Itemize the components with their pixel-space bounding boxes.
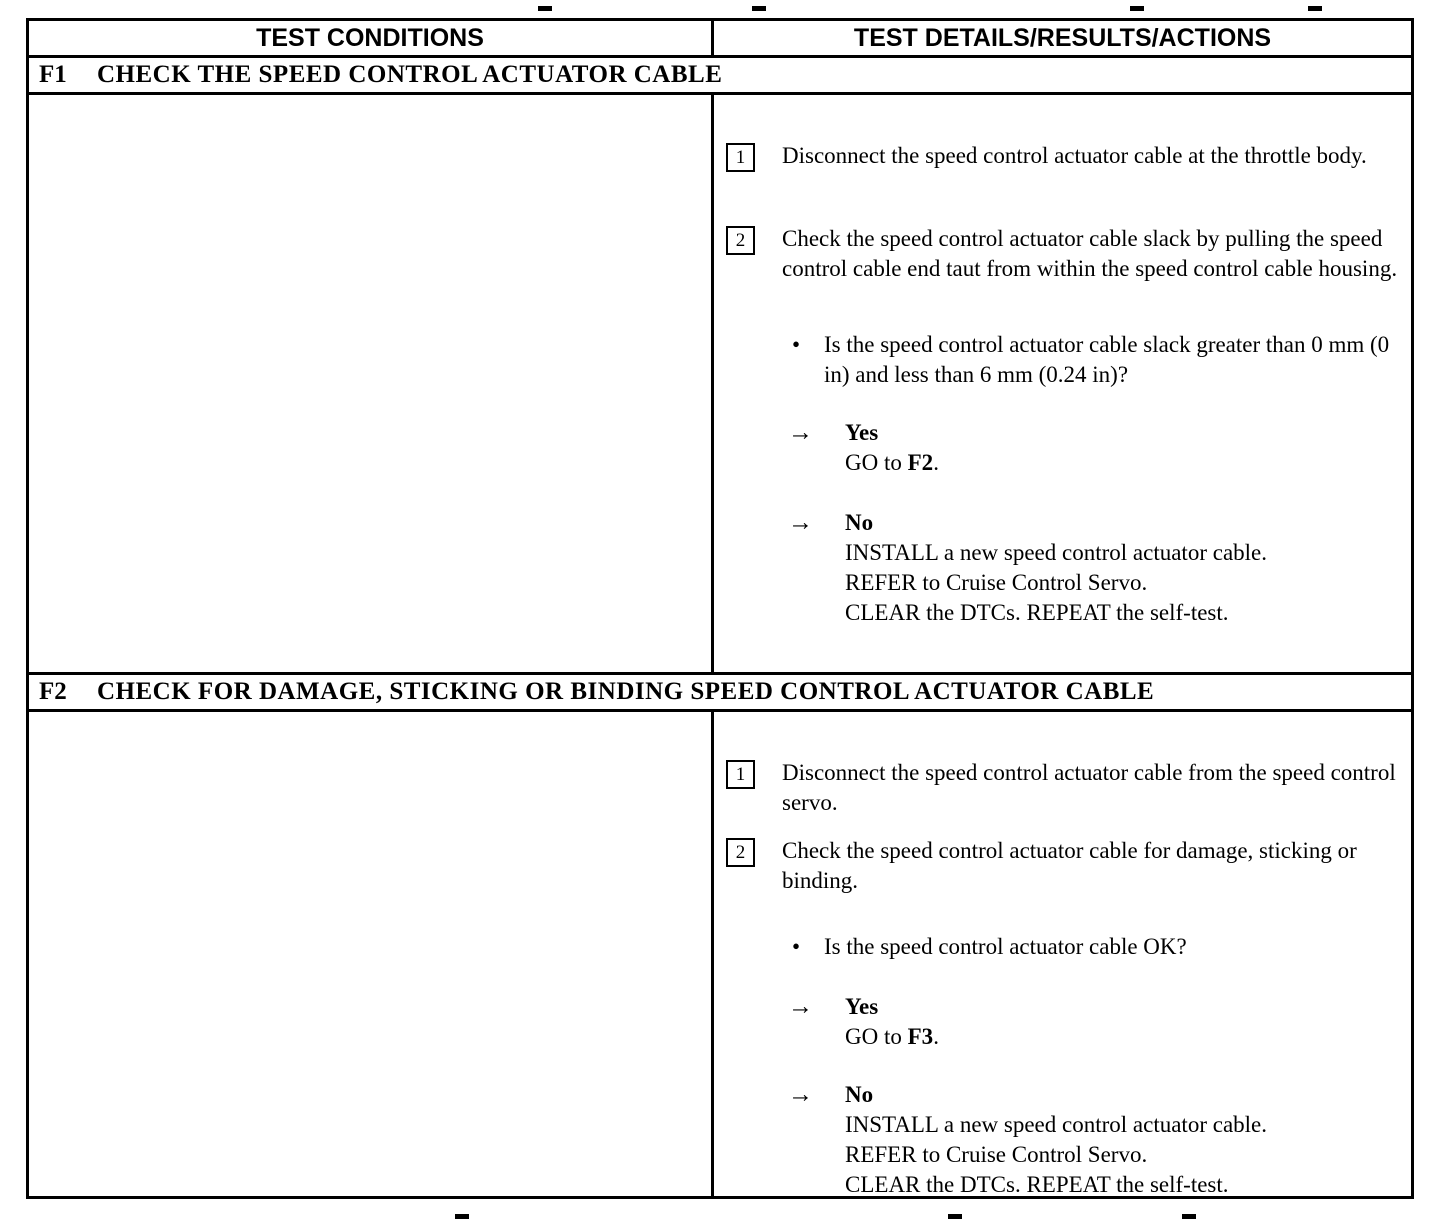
pinpoint-test-table [26,18,1414,1199]
go-to-suffix: . [933,450,939,475]
table-header-row [29,21,1411,58]
no-action-line: INSTALL a new speed control actuator cable. [845,1112,1267,1137]
no-branch [788,1080,1411,1196]
no-branch-body [845,1080,1405,1196]
question-line [792,932,1411,962]
step-text: Disconnect the speed control actuator cable at the throttle body. [782,143,1367,168]
scan-artifact-tick [1182,1214,1196,1219]
go-to-prefix: GO to [845,450,908,475]
go-to-prefix: GO to [845,1024,908,1049]
step-number-box: 1 [726,143,755,172]
question-text: Is the speed control actuator cable slack greater than 0 mm (0 in) and less than 6 mm (0.24 in)? [824,332,1390,387]
scan-artifact-tick [1308,6,1322,11]
step-item [726,758,1411,818]
yes-branch-body [845,418,1405,478]
step-item [726,836,1411,896]
test-conditions-cell [29,95,711,672]
arrow-right-icon: → [788,419,813,446]
no-action-line: REFER to Cruise Control Servo. [845,1142,1148,1167]
step-item [726,141,1411,172]
step-number-box: 2 [726,226,755,255]
scan-artifact-tick [455,1214,469,1219]
arrow-right-icon: → [788,509,813,536]
column-header-test-details: TEST DETAILS/RESULTS/ACTIONS [711,21,1411,55]
step-number-box: 1 [726,760,755,789]
no-branch [788,508,1411,628]
yes-branch [788,992,1411,1052]
yes-label: Yes [845,420,879,445]
step-text: Check the speed control actuator cable slack by pulling the speed control cable end taut from within the speed control cable housing. [782,226,1398,281]
go-to-target: F2 [907,450,934,475]
scan-artifact-tick [752,6,766,11]
go-to-suffix: . [933,1024,939,1049]
no-action-line: REFER to Cruise Control Servo. [845,570,1148,595]
section-f1-body-row [29,95,1411,675]
test-details-cell [711,712,1411,1196]
section-title: CHECK FOR DAMAGE, STICKING OR BINDING SPEED CONTROL ACTUATOR CABLE [97,678,1155,705]
step-text: Disconnect the speed control actuator cable from the speed control servo. [782,760,1396,815]
scan-artifact-tick [1130,6,1144,11]
section-f1-title-row [29,58,1411,95]
no-action-line: CLEAR the DTCs. REPEAT the self-test. [845,1172,1229,1196]
step-number-box: 2 [726,838,755,867]
no-action-line: INSTALL a new speed control actuator cable. [845,540,1267,565]
scan-artifact-tick [538,6,552,11]
question-line [792,330,1411,390]
step-text: Check the speed control actuator cable for damage, sticking or binding. [782,838,1357,893]
no-label: No [845,510,874,535]
no-action-line: CLEAR the DTCs. REPEAT the self-test. [845,600,1229,625]
section-title: CHECK THE SPEED CONTROL ACTUATOR CABLE [97,61,723,88]
bullet-icon: • [792,934,801,959]
yes-action [845,448,1405,478]
no-label: No [845,1082,874,1107]
section-id: F2 [39,678,67,705]
yes-label: Yes [845,994,879,1019]
question-text: Is the speed control actuator cable OK? [824,934,1187,959]
step-item [726,224,1411,284]
column-header-test-conditions: TEST CONDITIONS [256,23,484,52]
go-to-target: F3 [907,1024,934,1049]
bullet-icon: • [792,332,801,357]
section-f2-body-row [29,712,1411,1196]
yes-branch [788,418,1411,478]
arrow-right-icon: → [788,993,813,1020]
section-f2-title-row [29,675,1411,712]
arrow-right-icon: → [788,1081,813,1108]
section-id: F1 [39,61,67,88]
yes-action [845,1022,1405,1052]
test-details-cell [711,95,1411,672]
scan-artifact-tick [948,1214,962,1219]
yes-branch-body [845,992,1405,1052]
no-branch-body [845,508,1405,628]
test-conditions-cell [29,712,711,1196]
